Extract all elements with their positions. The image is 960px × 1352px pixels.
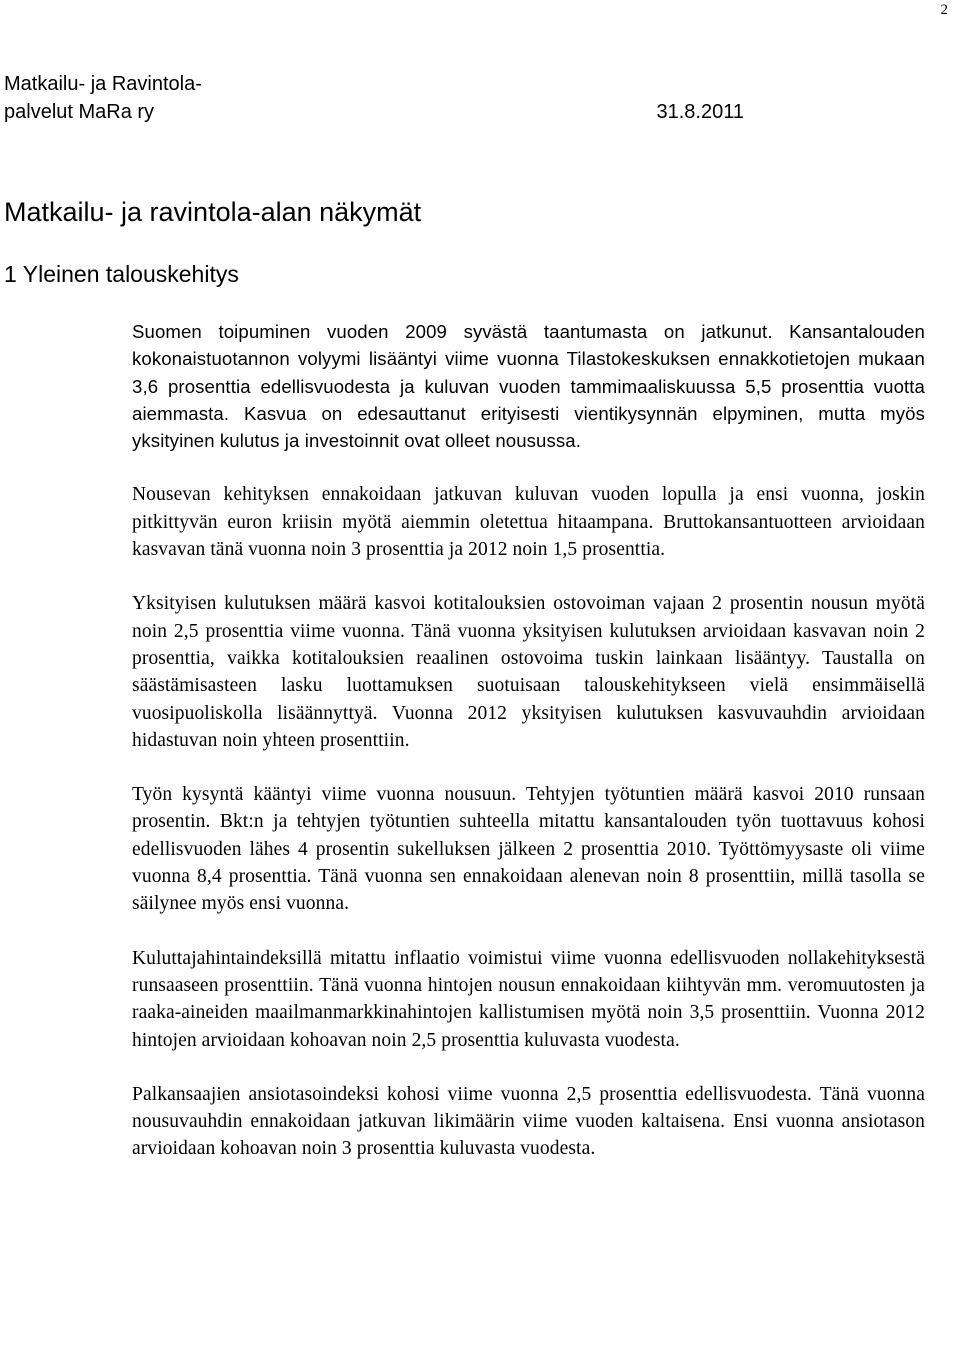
- paragraph-labour-market: Työn kysyntä kääntyi viime vuonna nousuun. Tehtyjen työtuntien määrä kasvoi 2010 runsaan prosentin. Bkt:n ja tehtyjen työtuntien suhteella mitattu kansantalouden työn tuottavuus kohosi edellisvuoden lähes 4 prosentin sukelluksen jälkeen 2 prosenttia 2010. Työttömyysaste oli viime vuonna 8,4 prosenttia. Tänä vuonna sen ennakoidaan alenevan noin 8 prosenttiin, millä tasolla se säilynee myös ensi vuonna.: [132, 784, 925, 915]
- paragraph-recovery: Suomen toipuminen vuoden 2009 syvästä taantumasta on jatkunut. Kansantalouden kokonaistuotannon volyymi lisääntyi viime vuonna Tilastokeskuksen ennakkotietojen mukaan 3,6 prosenttia edellisvuodesta ja kuluvan vuoden tammimaaliskuussa 5,5 prosenttia vuotta aiemmasta. Kasvua on edesauttanut erityisesti vientikysynnän elpyminen, mutta myös yksityinen kulutus ja investoinnit ovat olleet nousussa.: [132, 321, 925, 452]
- organization-name-line1: Matkailu- ja Ravintola-: [4, 73, 202, 95]
- paragraph-private-consumption: Yksityisen kulutuksen määrä kasvoi kotitalouksien ostovoiman vajaan 2 prosentin nousun myötä noin 2,5 prosenttia viime vuonna. Tänä vuonna yksityisen kulutuksen arvioidaan kasvavan noin 2 prosenttia, vaikka kotitalouksien reaalinen ostovoima tuskin lainkaan lisääntyy. Taustalla on säästämisasteen lasku luottamuksen suotuisaan talouskehitykseen vielä ensimmäisellä vuosipuoliskolla lisäännyttyä. Vuonna 2012 yksityisen kulutuksen kasvuvauhdin arvioidaan hidastuvan noin yhteen prosenttiin.: [132, 593, 925, 751]
- header-row: [4, 98, 744, 126]
- document-header: [4, 70, 764, 126]
- paragraph-inflation: Kuluttajahintaindeksillä mitattu inflaatio voimistui viime vuonna edellisvuoden nollakehityksestä runsaaseen prosenttiin. Tänä vuonna hintojen nousun ennakoidaan kiihtyvän mm. veromuutosten ja raaka-aineiden maailmanmarkkinahintojen kallistumisen myötä noin 3,5 prosenttiin. Vuonna 2012 hintojen arvioidaan kohoavan noin 2,5 prosenttia kuluvasta vuodesta.: [132, 947, 925, 1051]
- document-title: Matkailu- ja ravintola-alan näkymät: [4, 197, 422, 227]
- paragraph-gdp-outlook: Nousevan kehityksen ennakoidaan jatkuvan kuluvan vuoden lopulla ja ensi vuonna, joskin pitkittyvän euron kriisin myötä aiemmin oletettua hitaampana. Bruttokansantuotteen arvioidaan kasvavan tänä vuonna noin 3 prosenttia ja 2012 noin 1,5 prosenttia.: [132, 484, 925, 561]
- section-body: [132, 318, 925, 1190]
- organization-name-line2: palvelut MaRa ry: [4, 101, 155, 123]
- paragraph-earnings: Palkansaajien ansiotasoindeksi kohosi viime vuonna 2,5 prosenttia edellisvuodesta. Tänä vuonna nousuvauhdin ennakoidaan jatkuvan likimäärin viime vuoden kaltaisena. Ensi vuonna ansiotason arvioidaan kohoavan noin 3 prosenttia kuluvasta vuodesta.: [132, 1083, 925, 1160]
- section-heading: 1 Yleinen talouskehitys: [4, 261, 239, 287]
- page-number: 2: [940, 2, 948, 18]
- document-date: 31.8.2011: [656, 101, 744, 123]
